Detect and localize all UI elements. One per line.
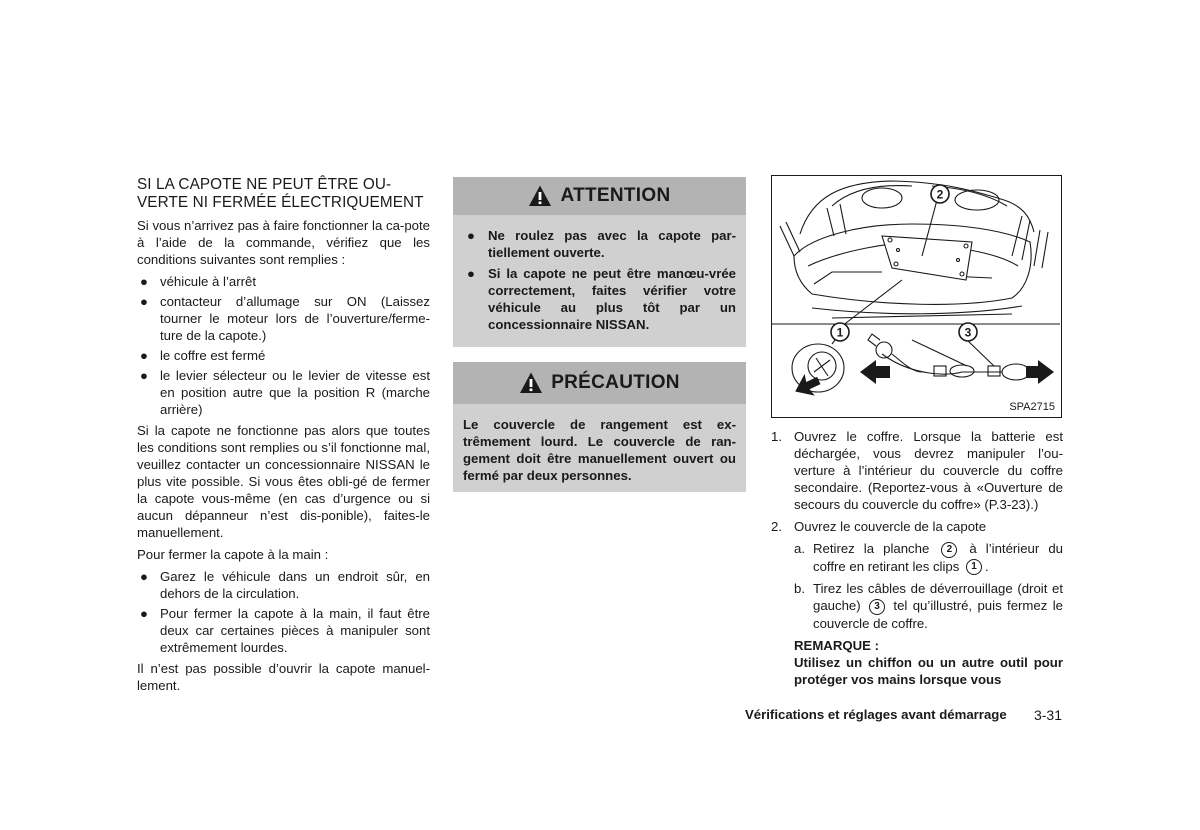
list-item: ● Si la capote ne peut être manœu-vrée correctement, faites vérifier votre véhicule au plus tôt par un concessionnaire NISSAN. bbox=[467, 266, 736, 332]
bullet-icon: ● bbox=[140, 569, 148, 584]
left-column bbox=[137, 176, 430, 699]
page-footer bbox=[745, 707, 1062, 723]
page-number: 3-31 bbox=[1033, 707, 1062, 723]
bullet-icon: ● bbox=[467, 266, 475, 281]
attention-body bbox=[453, 215, 746, 347]
svg-text:1: 1 bbox=[836, 325, 844, 340]
bullet-icon: ● bbox=[140, 368, 148, 383]
svg-text:3: 3 bbox=[964, 325, 972, 340]
trunk-drawing bbox=[772, 176, 1060, 416]
callout-1-ref: 1 bbox=[966, 559, 982, 575]
note-title: REMARQUE : bbox=[794, 637, 879, 653]
list-item: ● Pour fermer la capote à la main, il faut être deux car certaines pièces à manipuler sont extrêmement lourdes. bbox=[140, 606, 430, 655]
list-item: ● le coffre est fermé bbox=[140, 348, 266, 363]
warning-icon bbox=[519, 371, 543, 395]
precaution-body bbox=[453, 404, 746, 492]
manual-steps-list bbox=[137, 568, 430, 656]
callout-1 bbox=[831, 323, 849, 341]
right-column bbox=[771, 428, 1063, 688]
no-manual-open-note: Il n’est pas possible d’ouvrir la capote manuel-lement. bbox=[137, 661, 430, 693]
step-2a: a. Retirez la planche 2 à l’intérieur du coffre en retirant les clips 1 . bbox=[794, 541, 1063, 574]
step-1: 1. Ouvrez le coffre. Lorsque la batterie est déchargée, vous devrez manipuler l’ou-verture à l’intérieur du couvercle du coffre secondaire. (Reportez-vous à «Ouverture de secours du couvercle du coffre» (P.3-23).) bbox=[771, 429, 1063, 512]
list-item: ● Ne roulez pas avec la capote par-tiellement ouverte. bbox=[467, 228, 736, 260]
callout-2 bbox=[931, 185, 949, 203]
callout-3 bbox=[959, 323, 977, 341]
bullet-icon: ● bbox=[140, 294, 148, 309]
figure-code: SPA2715 bbox=[1009, 401, 1055, 413]
precaution-box bbox=[453, 362, 746, 492]
bullet-icon: ● bbox=[140, 606, 148, 621]
precaution-text: Le couvercle de rangement est ex-trêmement lourd. Le couvercle de ran-gement doit être manuellement ouvert ou fermé par deux personnes. bbox=[463, 417, 736, 483]
note-text: Utilisez un chiffon ou un autre outil pour protéger vos mains lorsque vous bbox=[794, 654, 1063, 687]
callout-2-ref: 2 bbox=[941, 542, 957, 558]
bullet-icon: ● bbox=[140, 274, 148, 289]
malfunction-paragraph: Si la capote ne fonctionne pas alors que toutes les conditions sont remplies ou s’il fonctionne mal, veuillez contacter un concessionnaire NISSAN le plus vite possible. Si vous êtes obli-gé de fermer la capote vous-même (en cas d’urgence ou si aucun dépanneur n’est dis-ponible), faites-le manuellement. bbox=[137, 423, 430, 540]
attention-box bbox=[453, 177, 746, 347]
step-2: 2. Ouvrez le couvercle de la capote bbox=[771, 519, 987, 534]
attention-header bbox=[453, 177, 746, 215]
step-2b: b. Tirez les câbles de déverrouillage (droit et gauche) 3 tel qu’illustré, puis fermez le couvercle de coffre. bbox=[794, 581, 1063, 631]
trunk-illustration bbox=[771, 175, 1062, 418]
manual-close-intro: Pour fermer la capote à la main : bbox=[137, 547, 329, 562]
footer-section-title: Vérifications et réglages avant démarrage bbox=[745, 707, 1007, 722]
warning-icon bbox=[528, 184, 552, 208]
conditions-list bbox=[137, 273, 430, 418]
attention-title: ATTENTION bbox=[560, 185, 671, 206]
list-item: ● véhicule à l’arrêt bbox=[140, 274, 257, 289]
precaution-title: PRÉCAUTION bbox=[551, 372, 680, 393]
list-item: ● contacteur d’allumage sur ON (Laissez tourner le moteur lors de l’ouverture/ferme-ture de la capote.) bbox=[140, 294, 430, 343]
list-item: ● Garez le véhicule dans un endroit sûr, en dehors de la circulation. bbox=[140, 569, 430, 601]
svg-text:2: 2 bbox=[936, 187, 944, 202]
section-title: SI LA CAPOTE NE PEUT ÊTRE OU-VERTE NI FERMÉE ÉLECTRIQUEMENT bbox=[137, 176, 424, 211]
list-item: ● le levier sélecteur ou le levier de vitesse est en position autre que la position R (marche arrière) bbox=[140, 368, 430, 417]
callout-3-ref: 3 bbox=[869, 599, 885, 615]
bullet-icon: ● bbox=[467, 228, 475, 243]
intro-paragraph: Si vous n’arrivez pas à faire fonctionner la ca-pote à l’aide de la commande, vérifiez que les conditions suivantes sont remplies : bbox=[137, 218, 430, 267]
precaution-header bbox=[453, 362, 746, 404]
bullet-icon: ● bbox=[140, 348, 148, 363]
